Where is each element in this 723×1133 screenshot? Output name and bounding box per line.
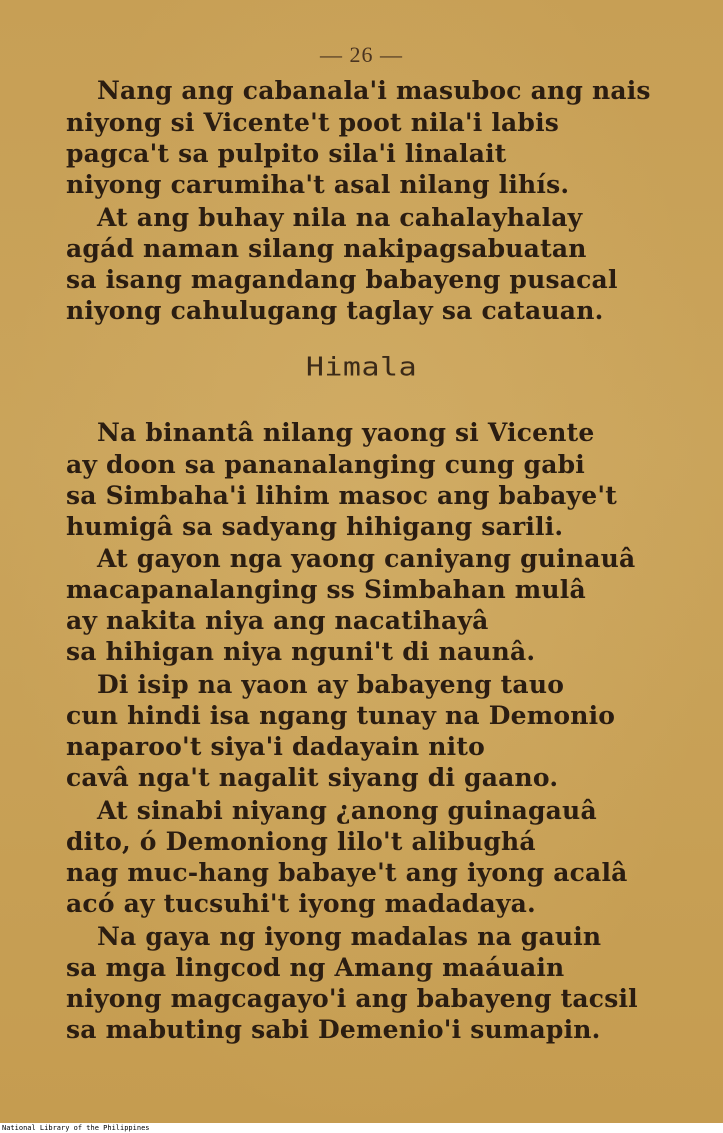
verse-line: sa Simbaha'i lihim masoc ang babaye't xyxy=(66,481,617,510)
verse-line: niyong magcagayo'i ang babayeng tacsil xyxy=(66,984,638,1013)
verse-line: Na gaya ng iyong madalas na gauin xyxy=(97,922,602,951)
page-number: — 26 — xyxy=(320,42,403,67)
verse-line: niyong carumiha't asal nilang lihís. xyxy=(66,170,570,199)
verse-line: ay doon sa pananalanging cung gabi xyxy=(66,450,585,479)
verse-line: dito, ó Demoniong lilo't alibughá xyxy=(66,827,536,856)
verse-line: ay nakita niya ang nacatihayâ xyxy=(66,606,489,635)
verse-line: sa mga lingcod ng Amang maáuain xyxy=(66,953,565,982)
verse-line: niyong cahulugang taglay sa catauan. xyxy=(66,296,604,325)
verse-line: naparoo't siya'i dadayain nito xyxy=(66,732,485,761)
verse-line: macapanalanging ss Simbahan mulâ xyxy=(66,575,586,604)
verse-line: cun hindi isa ngang tunay na Demonio xyxy=(66,701,616,730)
verse-line: At ang buhay nila na cahalayhalay xyxy=(97,203,583,232)
verse-line: nag muc-hang babaye't ang iyong acalâ xyxy=(66,858,628,887)
verse-line: humigâ sa sadyang hihigang sarili. xyxy=(66,512,564,541)
verse-line: acó ay tucsuhi't iyong madadaya. xyxy=(66,889,536,918)
verse-line: sa isang magandang babayeng pusacal xyxy=(66,265,618,294)
section-heading: Himala xyxy=(305,352,418,383)
verse-line: At gayon nga yaong caniyang guinauâ xyxy=(97,544,636,573)
verse-line: agád naman silang nakipagsabuatan xyxy=(66,234,587,263)
verse-line: Di isip na yaon ay babayeng tauo xyxy=(97,670,565,699)
library-credit: National Library of the Philippines xyxy=(2,1124,150,1132)
verse-line: cavâ nga't nagalit siyang di gaano. xyxy=(66,763,559,792)
verse-line: Na binantâ nilang yaong si Vicente xyxy=(97,418,595,447)
verse-line: At sinabi niyang ¿anong guinagauâ xyxy=(97,796,597,825)
verse-line: pagca't sa pulpito sila'i linalait xyxy=(66,139,507,168)
verse-line: sa hihigan niya nguni't di naunâ. xyxy=(66,637,536,666)
verse-line: sa mabuting sabi Demenio'i sumapin. xyxy=(66,1015,601,1044)
verse-line: niyong si Vicente't poot nila'i labis xyxy=(66,108,560,137)
verse-line: Nang ang cabanala'i masuboc ang nais xyxy=(97,76,651,105)
